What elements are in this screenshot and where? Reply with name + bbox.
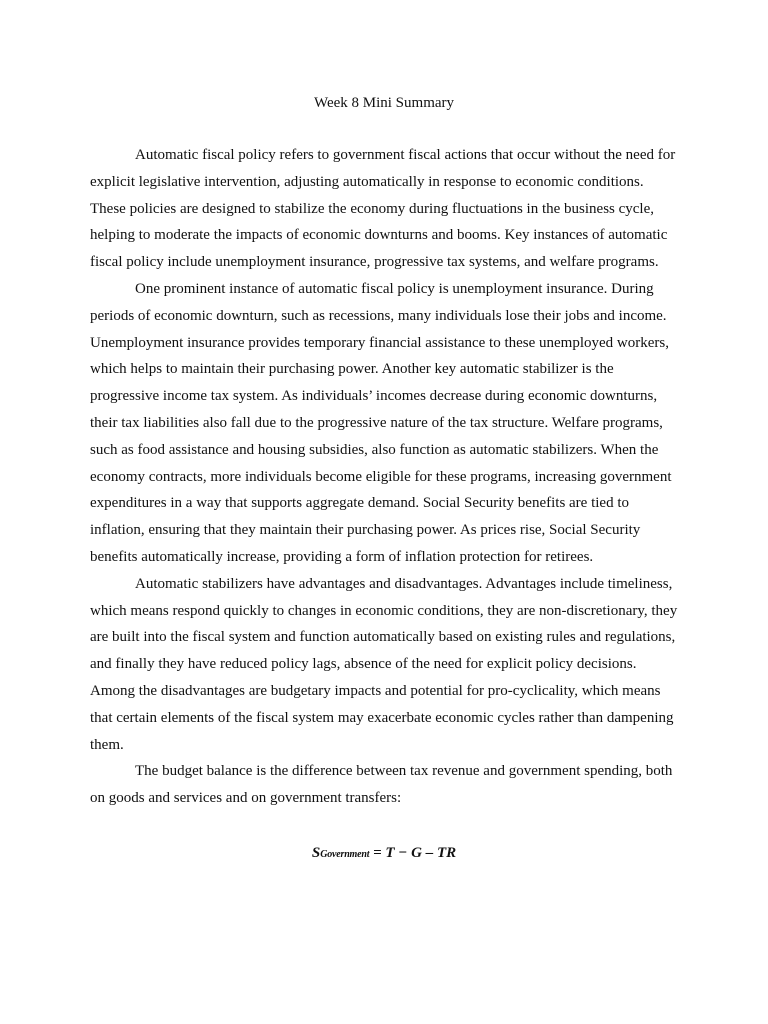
paragraph-automatic-fiscal-policy: Automatic fiscal policy refers to government fiscal actions that occur without the need for explicit legislative intervention, adjusting automatically in response to economic conditions. These policies are designed to stabilize the economy during fluctuations in the business cycle, helping to moderate the impacts of economic downturns and booms. Key instances of automatic fiscal policy include unemployment insurance, progressive tax systems, and welfare programs.	[90, 147, 676, 271]
formula-symbol: S	[311, 845, 321, 861]
document-title: Week 8 Mini Summary	[313, 95, 455, 111]
formula-rhs: = T − G – TR	[369, 845, 457, 861]
formula-subscript: Government	[320, 849, 370, 860]
paragraph-budget-balance: The budget balance is the difference between tax revenue and government spending, both on goods and services and on government transfers:	[90, 763, 673, 807]
budget-balance-formula	[0, 842, 768, 866]
paragraph-unemployment-insurance: One prominent instance of automatic fiscal policy is unemployment insurance. During periods of economic downturn, such as recessions, many individuals lose their jobs and income. Unemployment insurance provides temporary financial assistance to these unemployed workers, which helps to maintain their purchasing power. Another key automatic stabilizer is the progressive income tax system. As individuals’ incomes decrease during economic downturns, their tax liabilities also fall due to the progressive nature of the tax structure. Welfare programs, such as food assistance and housing subsidies, also function as automatic stabilizers. When the economy contracts, more individuals become eligible for these programs, increasing government expenditures in a way that supports aggregate demand. Social Security benefits are tied to inflation, ensuring that they maintain their purchasing power. As prices rise, Social Security benefits automatically increase, providing a form of inflation protection for retirees.	[90, 280, 672, 565]
document-body	[90, 142, 678, 812]
paragraph-advantages-disadvantages: Automatic stabilizers have advantages and disadvantages. Advantages include timeliness, which means respond quickly to changes in economic conditions, they are non-discretionary, they are built into the fiscal system and function automatically based on existing rules and regulations, and finally they have reduced policy lags, absence of the need for explicit policy decisions. Among the disadvantages are budgetary impacts and potential for pro-cyclicality, which means that certain elements of the fiscal system may exacerbate economic cycles rather than dampening them.	[90, 575, 678, 753]
